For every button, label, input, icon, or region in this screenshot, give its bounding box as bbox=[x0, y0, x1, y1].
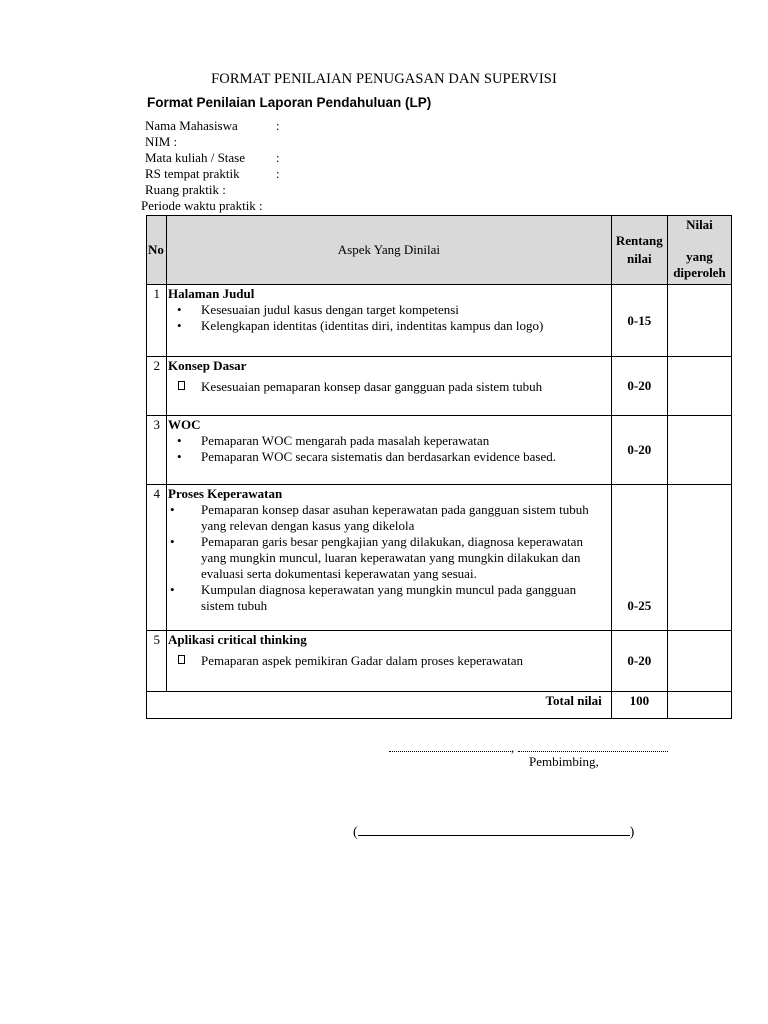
list-item bbox=[167, 502, 611, 534]
header-rentang-line: Rentang bbox=[615, 233, 663, 248]
row-title: WOC bbox=[168, 417, 201, 432]
header-no: No bbox=[147, 216, 167, 285]
info-label: RS tempat praktik bbox=[145, 166, 240, 181]
assessment-table bbox=[146, 215, 732, 719]
table-row bbox=[147, 285, 732, 357]
row-score-cell[interactable] bbox=[667, 416, 731, 485]
open-bracket: ( bbox=[353, 825, 358, 840]
row-number: 1 bbox=[147, 285, 167, 357]
info-label: Nama Mahasiswa bbox=[145, 118, 238, 133]
bullet-icon: • bbox=[170, 582, 175, 597]
header-nilai bbox=[667, 216, 731, 285]
row-aspek bbox=[167, 285, 612, 357]
header-rentang bbox=[611, 216, 667, 285]
list-item bbox=[167, 433, 611, 449]
table-header-row bbox=[147, 216, 732, 285]
list-item-text: Pemaparan WOC secara sistematis dan berdasarkan evidence based. bbox=[201, 449, 556, 464]
total-row bbox=[147, 692, 732, 719]
row-range: 0-15 bbox=[611, 285, 667, 357]
row-title: Konsep Dasar bbox=[168, 358, 247, 373]
signature-blank[interactable] bbox=[358, 824, 630, 836]
row-range: 0-20 bbox=[611, 631, 667, 692]
header-nilai-line: diperoleh bbox=[673, 265, 726, 280]
list-item-text: Kesesuaian judul kasus dengan target kompetensi bbox=[201, 302, 459, 317]
list-item-text: Pemaparan WOC mengarah pada masalah keperawatan bbox=[201, 433, 490, 448]
bullet-icon: • bbox=[170, 502, 175, 517]
place-blank[interactable] bbox=[389, 739, 511, 752]
bullet-icon: • bbox=[177, 449, 182, 464]
header-aspek bbox=[167, 216, 612, 285]
row-title: Aplikasi critical thinking bbox=[168, 632, 307, 647]
checkbox-icon bbox=[178, 655, 185, 664]
row-aspek bbox=[167, 357, 612, 416]
info-separator: : bbox=[276, 166, 280, 181]
row-aspek bbox=[167, 485, 612, 631]
info-label: Mata kuliah / Stase bbox=[145, 150, 246, 165]
row-number: 2 bbox=[147, 357, 167, 416]
list-item-text: Kumpulan diagnosa keperawatan yang mungkin muncul pada gangguan sistem tubuh bbox=[201, 582, 577, 613]
row-score-cell[interactable] bbox=[667, 631, 731, 692]
row-score-cell[interactable] bbox=[667, 285, 731, 357]
info-separator: : bbox=[276, 118, 280, 133]
list-item-text: Pemaparan aspek pemikiran Gadar dalam proses keperawatan bbox=[201, 653, 524, 668]
place-date-comma: , bbox=[511, 740, 515, 755]
header-aspek-label: Aspek Yang Dinilai bbox=[337, 242, 440, 257]
list-item-text: Pemaparan garis besar pengkajian yang dilakukan, diagnosa keperawatan yang mungkin muncul, luaran keperawatan yang mungkin dilakukan dan evaluasi serta dokumentasi keperawatan yang sesuai. bbox=[201, 534, 583, 581]
row-score-cell[interactable] bbox=[667, 357, 731, 416]
row-range: 0-20 bbox=[611, 357, 667, 416]
row-score-cell[interactable] bbox=[667, 485, 731, 631]
close-bracket: ) bbox=[629, 825, 635, 840]
signature-role: Pembimbing, bbox=[529, 754, 599, 769]
list-item bbox=[167, 379, 611, 395]
list-item-text: Kesesuaian pemaparan konsep dasar gangguan pada sistem tubuh bbox=[201, 379, 543, 394]
row-aspek bbox=[167, 416, 612, 485]
total-score-cell[interactable] bbox=[667, 692, 731, 719]
list-item bbox=[167, 318, 611, 334]
row-number: 4 bbox=[147, 485, 167, 631]
list-item-text: Pemaparan konsep dasar asuhan keperawatan pada gangguan sistem tubuh yang relevan dengan kasus yang dikelola bbox=[201, 502, 589, 533]
list-item bbox=[167, 653, 611, 669]
bullet-icon: • bbox=[177, 433, 182, 448]
list-item-text: Kelengkapan identitas (identitas diri, indentitas kampus dan logo) bbox=[201, 318, 544, 333]
page-subtitle: Format Penilaian Laporan Pendahuluan (LP) bbox=[147, 95, 432, 110]
table-row bbox=[147, 416, 732, 485]
checkbox-icon bbox=[178, 381, 185, 390]
signature-name-line bbox=[353, 824, 634, 841]
row-title: Halaman Judul bbox=[168, 286, 255, 301]
info-separator: : bbox=[276, 150, 280, 165]
bullet-icon: • bbox=[177, 318, 182, 333]
table-row bbox=[147, 631, 732, 692]
info-label: Periode waktu praktik : bbox=[141, 198, 263, 213]
row-range: 0-25 bbox=[611, 485, 667, 631]
info-label: NIM : bbox=[145, 134, 178, 149]
list-item bbox=[167, 302, 611, 318]
header-rentang-line: nilai bbox=[627, 251, 652, 266]
total-label: Total nilai bbox=[147, 692, 612, 719]
list-item bbox=[167, 582, 611, 614]
list-item bbox=[167, 449, 611, 465]
total-value: 100 bbox=[611, 692, 667, 719]
row-title: Proses Keperawatan bbox=[168, 486, 283, 501]
list-item bbox=[167, 534, 611, 582]
row-number: 3 bbox=[147, 416, 167, 485]
page-title: FORMAT PENILAIAN PENUGASAN DAN SUPERVISI bbox=[211, 71, 557, 87]
date-blank[interactable] bbox=[518, 739, 668, 752]
row-number: 5 bbox=[147, 631, 167, 692]
info-label: Ruang praktik : bbox=[145, 182, 226, 197]
header-nilai-line: yang bbox=[686, 249, 713, 264]
row-aspek bbox=[167, 631, 612, 692]
header-nilai-line: Nilai bbox=[686, 217, 713, 232]
row-range: 0-20 bbox=[611, 416, 667, 485]
table-row bbox=[147, 357, 732, 416]
bullet-icon: • bbox=[177, 302, 182, 317]
table-row bbox=[147, 485, 732, 631]
bullet-icon: • bbox=[170, 534, 175, 549]
